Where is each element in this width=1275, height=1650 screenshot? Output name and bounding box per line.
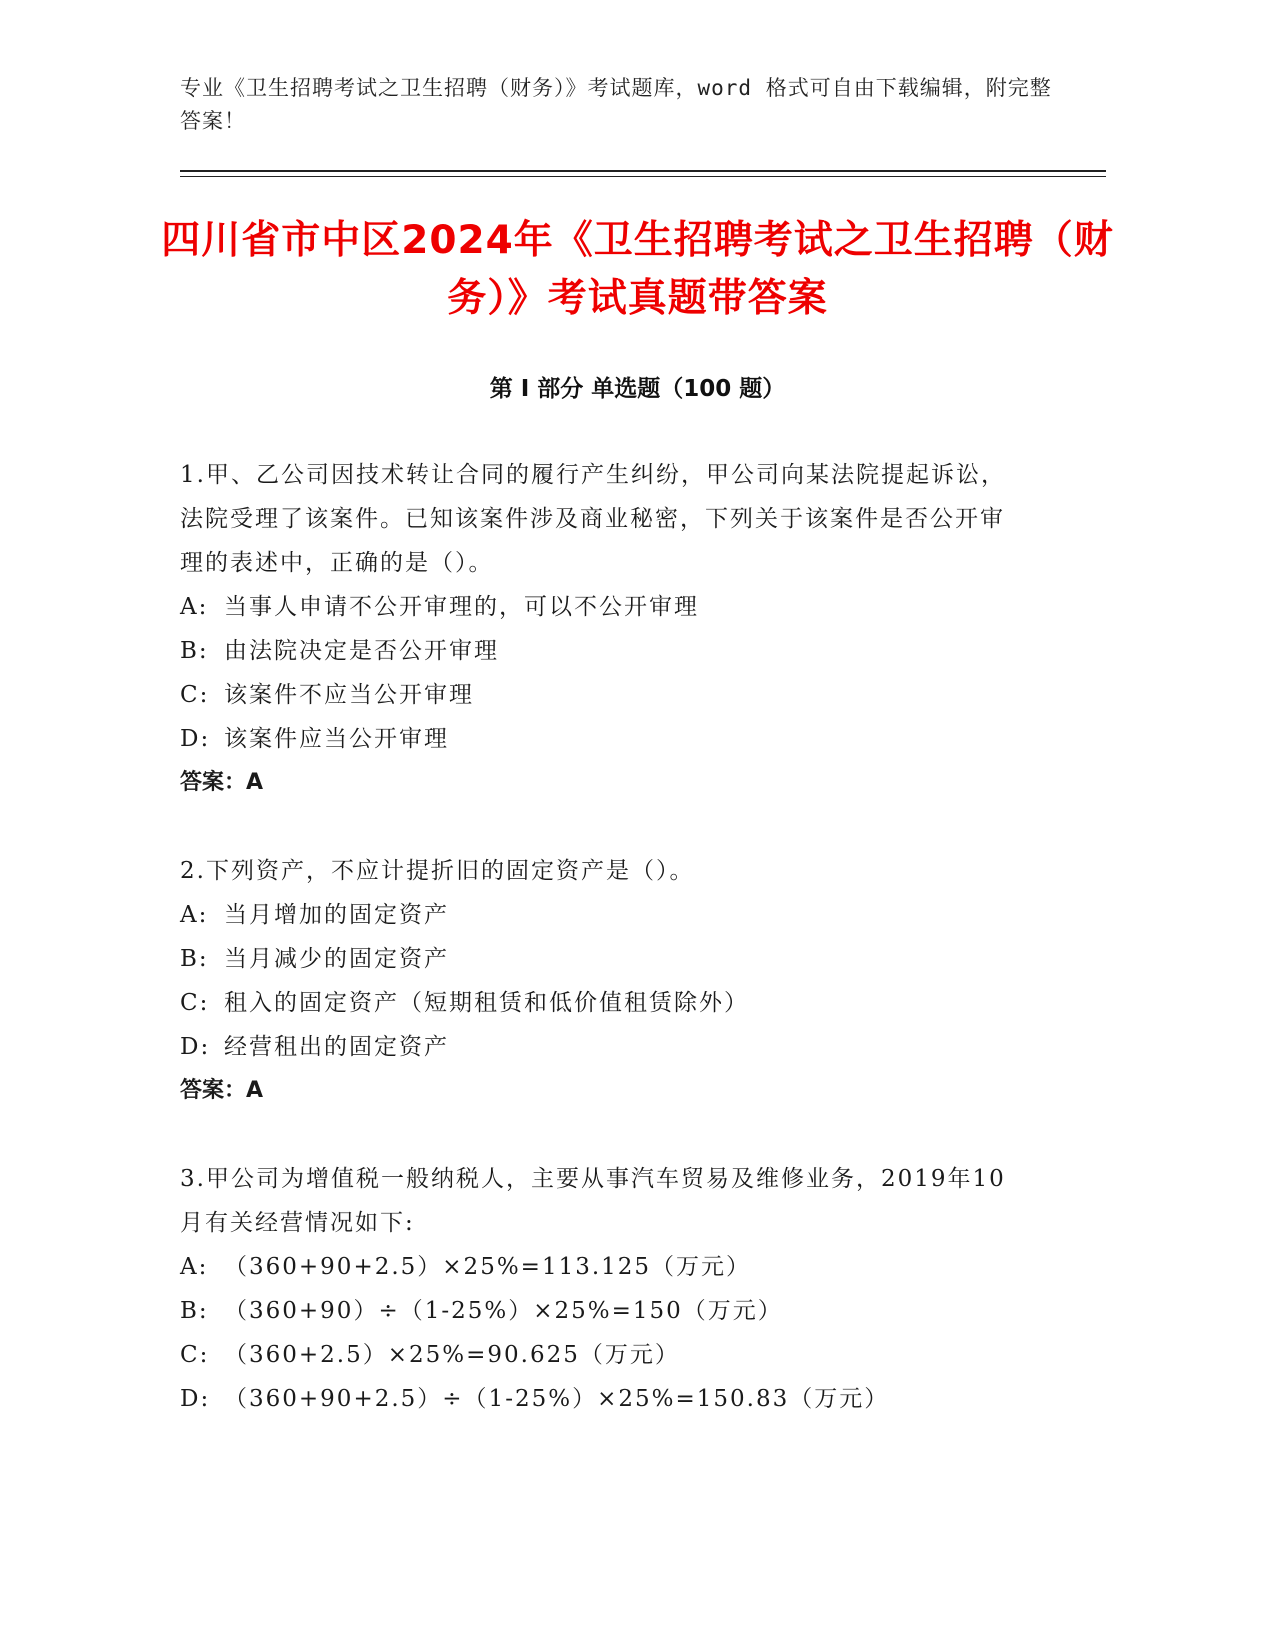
option-text: （360+90+2.5）×25%=113.125（万元） (224, 1254, 752, 1280)
option-letter: C: (180, 1342, 210, 1368)
option-letter: D: (180, 726, 211, 752)
option-text: 由法院决定是否公开审理 (224, 638, 499, 664)
option-letter: C: (180, 682, 210, 708)
option-text: （360+90）÷（1-25%）×25%=150（万元） (224, 1298, 783, 1324)
answer-line: 答案：A (180, 770, 264, 795)
option-letter: A: (180, 594, 209, 620)
option-text: 经营租出的固定资产 (224, 1034, 449, 1060)
question-stem: 1.甲、乙公司因技术转让合同的履行产生纠纷，甲公司向某法院提起诉讼，法院受理了该案件。已知该案件涉及商业秘密，下列关于该案件是否公开审理的表述中，正确的是（）。 (180, 462, 1006, 576)
option-text: 该案件应当公开审理 (224, 726, 449, 752)
question-stem: 2.下列资产，不应计提折旧的固定资产是（）。 (180, 858, 695, 884)
document-title: 四川省市中区2024年《卫生招聘考试之卫生招聘（财务）》考试真题带答案 (161, 218, 1114, 321)
option-b (180, 937, 1020, 981)
option-a (180, 893, 1020, 937)
question-stem: 3.甲公司为增值税一般纳税人，主要从事汽车贸易及维修业务，2019年10月有关经营情况如下: (180, 1166, 1006, 1236)
option-d (180, 717, 1020, 761)
option-letter: B: (180, 638, 209, 664)
question-list (180, 453, 1020, 1465)
option-text: 租入的固定资产（短期租赁和低价值租赁除外） (224, 990, 749, 1016)
option-b (180, 629, 1020, 673)
option-text: （360+2.5）×25%=90.625（万元） (224, 1342, 680, 1368)
question-2 (180, 849, 1020, 1113)
option-text: 当事人申请不公开审理的，可以不公开审理 (224, 594, 699, 620)
option-letter: A: (180, 902, 209, 928)
option-a (180, 585, 1020, 629)
option-c (180, 981, 1020, 1025)
option-c (180, 1333, 1020, 1377)
option-d (180, 1025, 1020, 1069)
question-3 (180, 1157, 1020, 1421)
option-letter: D: (180, 1034, 211, 1060)
option-letter: C: (180, 990, 210, 1016)
answer-line: 答案：A (180, 1078, 264, 1103)
option-b (180, 1289, 1020, 1333)
option-letter: B: (180, 1298, 209, 1324)
section-heading: 第 I 部分 单选题（100 题） (489, 376, 786, 402)
option-letter: D: (180, 1386, 211, 1412)
option-d (180, 1377, 1020, 1421)
option-text: 当月增加的固定资产 (224, 902, 449, 928)
option-c (180, 673, 1020, 717)
option-letter: B: (180, 946, 209, 972)
header-divider (180, 170, 1106, 172)
option-letter: A: (180, 1254, 209, 1280)
option-text: （360+90+2.5）÷（1-25%）×25%=150.83（万元） (224, 1386, 890, 1412)
option-a (180, 1245, 1020, 1289)
header-divider-thin (180, 176, 1106, 177)
option-text: 当月减少的固定资产 (224, 946, 449, 972)
header-note: 专业《卫生招聘考试之卫生招聘（财务）》考试题库，word 格式可自由下载编辑，附完整答案！ (180, 76, 1052, 133)
option-text: 该案件不应当公开审理 (224, 682, 474, 708)
question-1 (180, 453, 1020, 805)
